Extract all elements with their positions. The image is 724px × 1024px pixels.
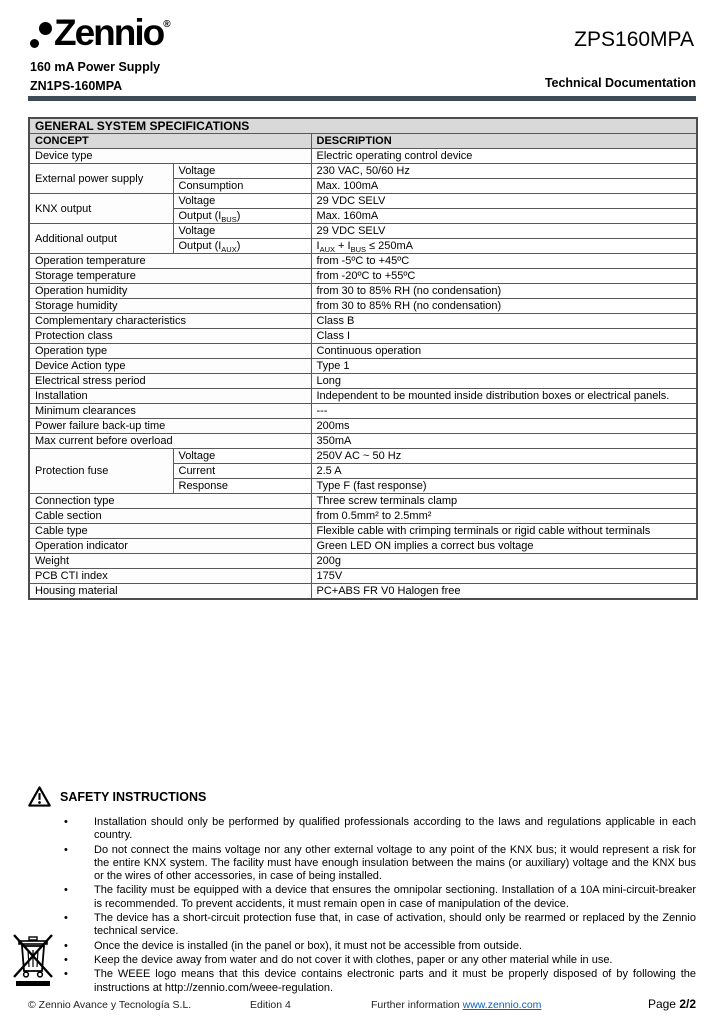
table-row [29, 494, 697, 509]
table-row [29, 569, 697, 584]
spec-table [28, 117, 698, 600]
table-row [29, 164, 697, 179]
table-row [29, 584, 697, 600]
concept-cell: Max current before overload [29, 434, 311, 449]
table-row [29, 509, 697, 524]
copyright-text: © Zennio Avance y Tecnología S.L. [28, 999, 192, 1011]
description-cell: $I_{AUX} + I_{BUS} \le 250mA$ [311, 239, 697, 254]
concept-cell: Device Action type [29, 359, 311, 374]
concept-cell: KNX output [29, 194, 173, 224]
description-cell: Type F (fast response) [311, 479, 697, 494]
brand-name: Zennio [54, 12, 164, 53]
safety-bullet-list [58, 816, 696, 995]
subconcept-cell: Voltage [173, 164, 311, 179]
table-row [29, 134, 697, 149]
concept-cell: Operation type [29, 344, 311, 359]
table-row [29, 359, 697, 374]
description-cell: Independent to be mounted inside distribution boxes or electrical panels. [311, 389, 697, 404]
table-row [29, 554, 697, 569]
concept-cell: Storage humidity [29, 299, 311, 314]
concept-cell: Operation humidity [29, 284, 311, 299]
concept-cell: Power failure back-up time [29, 419, 311, 434]
subconcept-cell: Consumption [173, 179, 311, 194]
description-cell: PC+ABS FR V0 Halogen free [311, 584, 697, 600]
registered-mark: ® [163, 19, 171, 30]
concept-cell: Electrical stress period [29, 374, 311, 389]
page-footer [28, 997, 696, 1011]
description-cell: Long [311, 374, 697, 389]
header-divider [28, 96, 696, 101]
table-row [29, 194, 697, 209]
description-cell: 350mA [311, 434, 697, 449]
concept-cell: PCB CTI index [29, 569, 311, 584]
description-cell: 200ms [311, 419, 697, 434]
description-cell: Max. 100mA [311, 179, 697, 194]
table-title: GENERAL SYSTEM SPECIFICATIONS [29, 118, 697, 134]
description-cell: 200g [311, 554, 697, 569]
table-row [29, 434, 697, 449]
description-cell: Flexible cable with crimping terminals or rigid cable without terminals [311, 524, 697, 539]
page-number: Page 2/2 [647, 997, 696, 1011]
table-row [29, 419, 697, 434]
table-row [29, 254, 697, 269]
description-cell: 2.5 A [311, 464, 697, 479]
concept-cell: Additional output [29, 224, 173, 254]
table-row [29, 404, 697, 419]
table-row [29, 539, 697, 554]
description-cell: 230 VAC, 50/60 Hz [311, 164, 697, 179]
description-cell: --- [311, 404, 697, 419]
list-item: • The facility must be equipped with a device that ensures the omnipolar sectioning. Installation of a 10A mini-circuit-breaker is recommended. To prevent accidents, it must remain open in case of manipulation of the device. [58, 884, 696, 911]
concept-cell: Cable type [29, 524, 311, 539]
concept-cell: Complementary characteristics [29, 314, 311, 329]
description-cell: from 30 to 85% RH (no condensation) [311, 284, 697, 299]
safety-title: SAFETY INSTRUCTIONS [60, 789, 207, 804]
description-cell: 29 VDC SELV [311, 224, 697, 239]
description-cell: Green LED ON implies a correct bus voltage [311, 539, 697, 554]
concept-cell: Installation [29, 389, 311, 404]
description-cell: Electric operating control device [311, 149, 697, 164]
bullet-icon: • [64, 968, 68, 981]
concept-cell: Connection type [29, 494, 311, 509]
warning-triangle-icon [28, 786, 51, 807]
subconcept-cell: Voltage [173, 224, 311, 239]
edition-label: Edition 4 [250, 999, 291, 1011]
list-item: • Keep the device away from water and do not cover it with clothes, paper or any other material while in use. [58, 954, 696, 967]
table-row [29, 284, 697, 299]
subconcept-cell: Output $(I_{AUX})$ [173, 239, 311, 254]
zennio-website-link[interactable]: www.zennio.com [462, 999, 542, 1011]
concept-cell: Minimum clearances [29, 404, 311, 419]
description-cell: 29 VDC SELV [311, 194, 697, 209]
description-cell: Class B [311, 314, 697, 329]
table-row [29, 374, 697, 389]
subconcept-cell: Voltage [173, 194, 311, 209]
subconcept-cell: Voltage [173, 449, 311, 464]
table-row [29, 118, 697, 134]
logo-dot-icon [30, 39, 39, 48]
bullet-icon: • [64, 939, 68, 952]
table-row [29, 449, 697, 464]
table-row [29, 314, 697, 329]
column-header-concept: CONCEPT [29, 134, 311, 149]
concept-cell: Operation temperature [29, 254, 311, 269]
document-type: Technical Documentation [544, 76, 696, 90]
table-row [29, 299, 697, 314]
table-row [29, 524, 697, 539]
list-item: • The WEEE logo means that this device contains electronic parts and it must be properly disposed of by following the instructions at http://zennio.com/weee-regulation. [58, 968, 696, 995]
table-row [29, 329, 697, 344]
bullet-icon: • [64, 884, 68, 897]
table-row [29, 224, 697, 239]
list-item: • Do not connect the mains voltage nor any other external voltage to any point of the KNX bus; it would represent a risk for the entire KNX system. The facility must have enough insulation between the mains (or auxiliary) voltage and the KNX bus or the wires of other accessories, in case of being installed. [58, 844, 696, 884]
table-row [29, 269, 697, 284]
description-cell: Type 1 [311, 359, 697, 374]
concept-cell: Housing material [29, 584, 311, 600]
concept-cell: Storage temperature [29, 269, 311, 284]
product-code: ZPS160MPA [574, 28, 694, 51]
concept-cell: External power supply [29, 164, 173, 194]
description-cell: from 0.5mm² to 2.5mm² [311, 509, 697, 524]
weee-crossed-bin-icon [13, 929, 55, 989]
description-cell: Class I [311, 329, 697, 344]
concept-cell: Protection fuse [29, 449, 173, 494]
description-cell: Max. 160mA [311, 209, 697, 224]
further-info: Further information www.zennio.com [371, 999, 542, 1011]
subconcept-cell: Output $(I_{BUS})$ [173, 209, 311, 224]
description-cell: from -20ºC to +55ºC [311, 269, 697, 284]
description-cell: from -5ºC to +45ºC [311, 254, 697, 269]
description-cell: Continuous operation [311, 344, 697, 359]
list-item: • The device has a short-circuit protection fuse that, in case of activation, should only be rearmed or replaced by the Zennio technical service. [58, 912, 696, 939]
subconcept-cell: Current [173, 464, 311, 479]
zennio-logo [28, 10, 171, 60]
concept-cell: Device type [29, 149, 311, 164]
table-row [29, 344, 697, 359]
table-row [29, 149, 697, 164]
concept-cell: Weight [29, 554, 311, 569]
bullet-icon: • [64, 953, 68, 966]
description-cell: 250V AC ~ 50 Hz [311, 449, 697, 464]
description-cell: from 30 to 85% RH (no condensation) [311, 299, 697, 314]
bullet-icon: • [64, 843, 68, 856]
bullet-icon: • [64, 816, 68, 828]
description-cell: 175V [311, 569, 697, 584]
list-item: • Installation should only be performed by qualified professionals according to the laws and regulations applicable in each country. [58, 816, 696, 843]
model-number: ZN1PS-160MPA [30, 79, 123, 93]
logo-dot-icon [39, 22, 52, 35]
description-cell: Three screw terminals clamp [311, 494, 697, 509]
column-header-description: DESCRIPTION [311, 134, 697, 149]
safety-section [28, 786, 696, 996]
concept-cell: Protection class [29, 329, 311, 344]
table-row [29, 389, 697, 404]
concept-cell: Cable section [29, 509, 311, 524]
subconcept-cell: Response [173, 479, 311, 494]
product-name: 160 mA Power Supply [30, 60, 161, 74]
list-item: • Once the device is installed (in the panel or box), it must not be accessible from outside. [58, 940, 696, 953]
bullet-icon: • [64, 912, 68, 925]
concept-cell: Operation indicator [29, 539, 311, 554]
